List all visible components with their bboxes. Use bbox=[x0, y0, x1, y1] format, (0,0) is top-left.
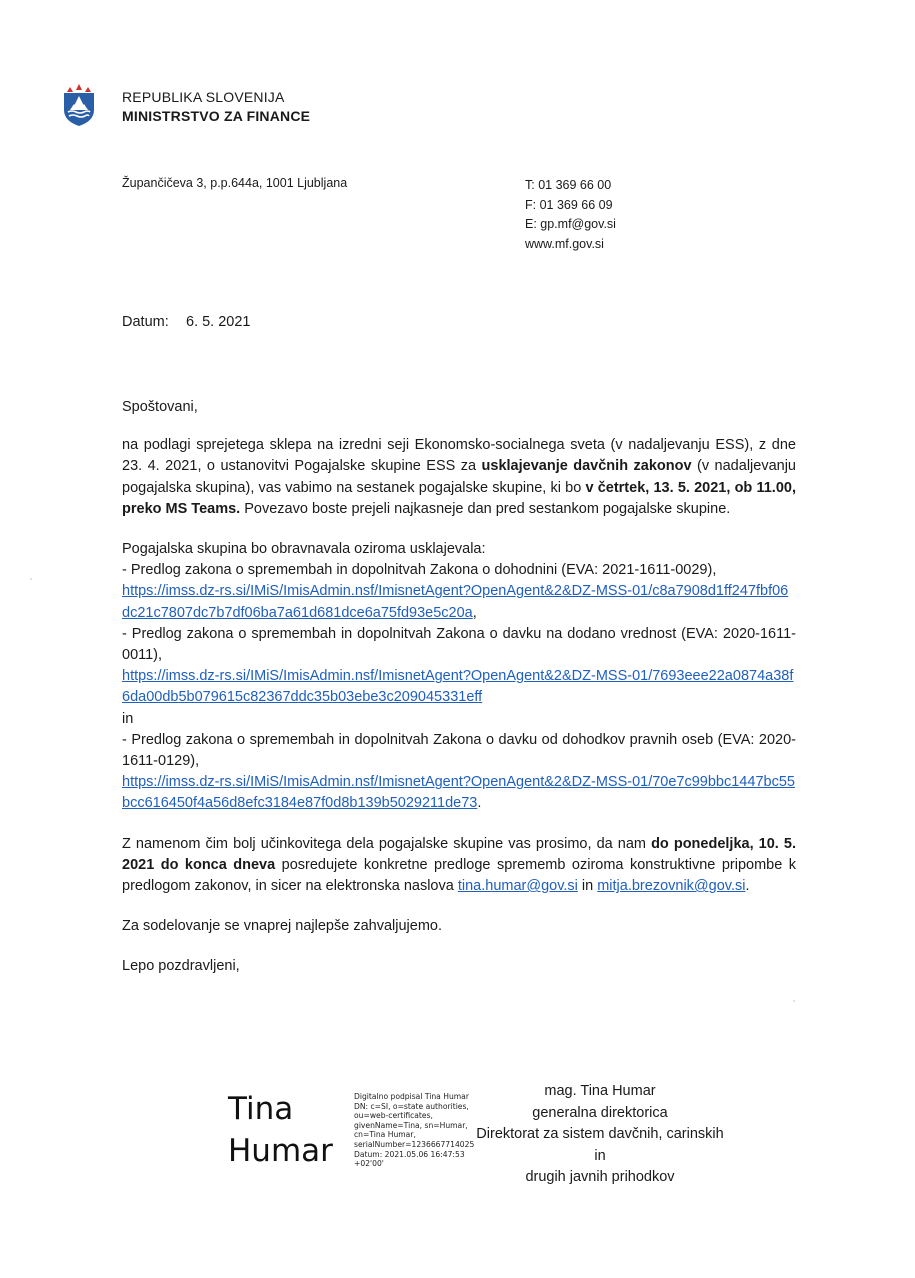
intro-paragraph bbox=[122, 435, 796, 520]
law-item-1: - Predlog zakona o spremembah in dopolnitvah Zakona o dohodnini (EVA: 2021-1611-0029), bbox=[122, 562, 717, 579]
law-item-2: - Predlog zakona o spremembah in dopolnitvah Zakona o davku na dodano vrednost (EVA: 2020-1611-0011), bbox=[122, 625, 796, 664]
signer-name: mag. Tina Humar bbox=[544, 1083, 656, 1099]
signature-meta-line: DN: c=SI, o=state authorities, bbox=[354, 1101, 469, 1111]
scan-speck bbox=[793, 1000, 795, 1002]
date-value: 6. 5. 2021 bbox=[186, 314, 251, 330]
email-link-mitja[interactable]: mitja.brezovnik@gov.si bbox=[597, 878, 746, 895]
signature-meta-line: cn=Tina Humar, bbox=[354, 1130, 416, 1140]
intro-text-1: na podlagi sprejetega sklepa na izredni seji Ekonomsko-socialnega sveta (v nadaljevanju ESS), z dne 23. 4. 2021, o ustanovitvi Pogajalske skupine ESS za bbox=[122, 437, 796, 475]
signer-title: generalna direktorica bbox=[532, 1104, 668, 1121]
intro-text-3: Povezavo boste prejeli najkasneje dan pred sestankom pogajalske skupine. bbox=[240, 500, 731, 517]
digital-signature-name bbox=[228, 1088, 333, 1172]
fax: F: 01 369 66 09 bbox=[525, 197, 613, 212]
conjunction: in bbox=[122, 710, 134, 727]
list-heading: Pogajalska skupina bo obravnavala oziroma usklajevala: bbox=[122, 541, 486, 558]
intro-text-2: (v nadaljevanju pogajalska skupina), vas vabimo na sestanek pogajalske skupine, ki bo bbox=[122, 458, 796, 496]
request-text-2: posredujete konkretne predloge sprememb oziroma konstruktivne pripombe k predlogom zakonov, in sicer na elektronska naslova bbox=[122, 856, 796, 895]
slovenia-coat-of-arms-icon bbox=[62, 84, 96, 126]
signature-first-name: Tina bbox=[228, 1091, 294, 1127]
request-text-1: Z namenom čim bolj učinkovitega dela pogajalske skupine vas prosimo, da nam bbox=[122, 835, 652, 852]
signer-block bbox=[470, 1081, 730, 1189]
signer-directorate: Direktorat za sistem davčnih, carinskih in bbox=[476, 1126, 724, 1164]
letter-body bbox=[122, 397, 796, 978]
law-link-2[interactable]: https://imss.dz-rs.si/IMiS/ImisAdmin.nsf/ImisnetAgent?OpenAgent&2&DZ-MSS-01/7693eee22a0874a38f6da00db5b079615c82367ddc35b03ebe3c209045331eff bbox=[122, 668, 794, 706]
email-link-tina[interactable]: tina.humar@gov.si bbox=[457, 878, 578, 895]
org-line-1: REPUBLIKA SLOVENIJA bbox=[122, 89, 285, 105]
website: www.mf.gov.si bbox=[525, 236, 604, 251]
signature-meta-line: Datum: 2021.05.06 16:47:53 bbox=[354, 1149, 465, 1159]
phone: T: 01 369 66 00 bbox=[525, 178, 612, 192]
digital-signature-details bbox=[354, 1092, 484, 1169]
signature-meta-line: +02'00' bbox=[354, 1159, 384, 1169]
request-text-4: . bbox=[745, 878, 750, 895]
signature-meta-line: ou=web-certificates, bbox=[354, 1111, 433, 1121]
letter-date bbox=[122, 314, 251, 330]
date-label: Datum: bbox=[122, 314, 169, 330]
signer-directorate-cont: drugih javnih prihodkov bbox=[525, 1169, 675, 1185]
org-line-2: MINISTRSTVO ZA FINANCE bbox=[122, 108, 311, 124]
law-item-3: - Predlog zakona o spremembah in dopolnitvah Zakona o davku od dohodkov pravnih oseb (EVA: 2020-1611-0129), bbox=[122, 731, 796, 770]
law-link-2-line bbox=[122, 666, 796, 708]
intro-bold-2: v četrtek, 13. 5. 2021, ob 11.00, preko MS Teams. bbox=[122, 479, 796, 517]
separator: , bbox=[472, 604, 477, 621]
law-link-3-line bbox=[122, 772, 796, 814]
email: E: gp.mf@gov.si bbox=[525, 217, 616, 231]
thanks-line: Za sodelovanje se vnaprej najlepše zahvaljujemo. bbox=[122, 918, 442, 935]
request-deadline: do ponedeljka, 10. 5. 2021 do konca dneva bbox=[122, 835, 796, 873]
law-link-1[interactable]: https://imss.dz-rs.si/IMiS/ImisAdmin.nsf/ImisnetAgent?OpenAgent&2&DZ-MSS-01/c8a7908d1ff247fbf06dc21c7807dc7b7df06ba7a61d681dce6a75fd93e5c20a bbox=[122, 583, 789, 621]
greeting: Spoštovani, bbox=[122, 399, 198, 415]
law-link-3[interactable]: https://imss.dz-rs.si/IMiS/ImisAdmin.nsf/ImisnetAgent?OpenAgent&2&DZ-MSS-01/70e7c99bbc1447bc55bcc616450f4a56d8efc3184e87f0d8b139b5029211de73 bbox=[122, 774, 795, 812]
scan-speck bbox=[30, 578, 32, 580]
request-paragraph bbox=[122, 834, 796, 898]
law-link-1-line bbox=[122, 581, 796, 623]
organization-name bbox=[122, 88, 310, 126]
signature-meta-line: givenName=Tina, sn=Humar, bbox=[354, 1120, 468, 1130]
signature-last-name: Humar bbox=[228, 1133, 333, 1169]
request-text-3: in bbox=[577, 878, 598, 895]
closing-line: Lepo pozdravljeni, bbox=[122, 958, 240, 975]
intro-bold-1: usklajevanje davčnih zakonov bbox=[481, 458, 692, 475]
separator: . bbox=[477, 795, 482, 812]
contact-block bbox=[525, 176, 616, 254]
signature-meta-line: Digitalno podpisal Tina Humar bbox=[354, 1092, 469, 1101]
signature-meta-line: serialNumber=1236667714025 bbox=[354, 1139, 475, 1149]
postal-address: Župančičeva 3, p.p.644a, 1001 Ljubljana bbox=[122, 176, 348, 190]
